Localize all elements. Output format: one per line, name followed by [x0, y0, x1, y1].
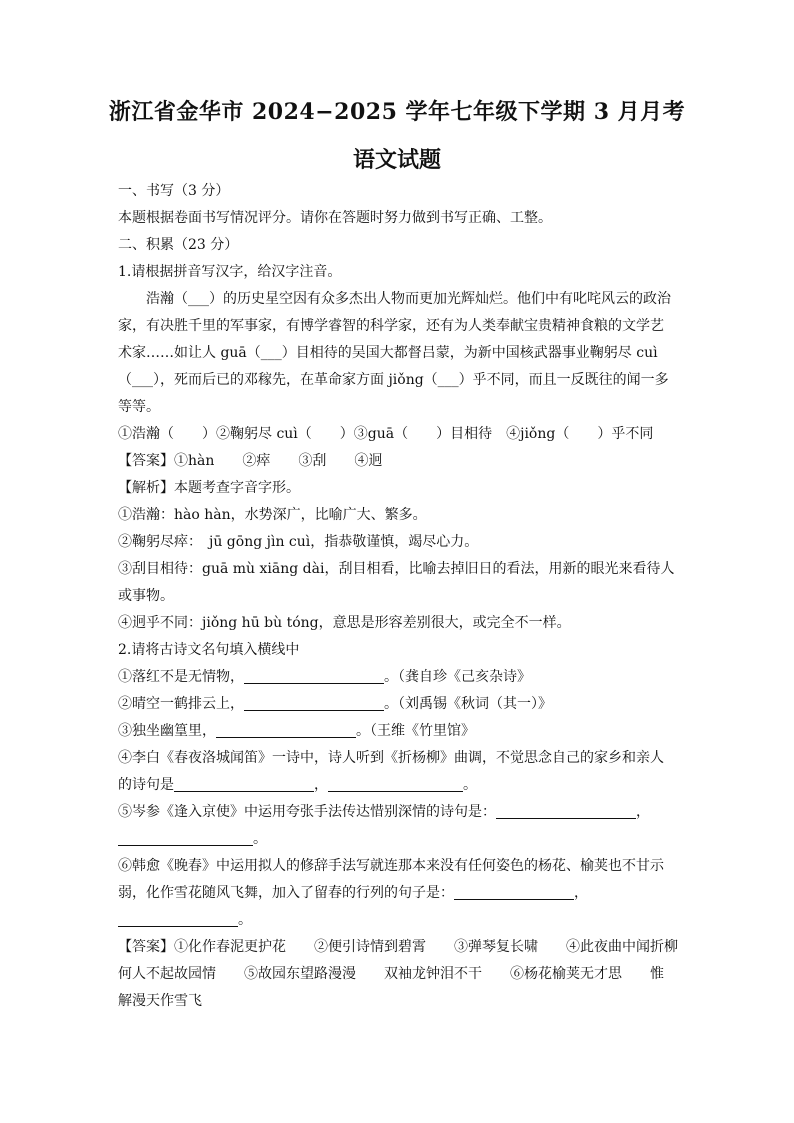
q1-passage-line: （___），死而后已的邓稼先，在革命家方面 jiǒng（___）乎不同，而且一反既往的闻一多	[118, 372, 669, 388]
q2-item-text: ①落红不是无情物，	[118, 669, 244, 685]
q2-item-6-cont2	[118, 907, 678, 934]
q2-item-text: 。	[238, 912, 252, 928]
q2-item-text: ，	[314, 777, 328, 793]
q2-item-text: ②晴空一鹤排云上，	[118, 696, 244, 712]
q1-analysis-item: ①浩瀚：hào hàn，水势深广，比喻广大、繁多。	[118, 507, 427, 523]
section-1-heading: 一、书写（3 分）	[118, 183, 230, 199]
q2-item-4: ④李白《春夜洛城闻笛》一诗中，诗人听到《折杨柳》曲调，不觉思念自己的家乡和亲人	[118, 750, 664, 766]
section-2-heading: 二、积累（23 分）	[118, 237, 239, 253]
fill-blank[interactable]	[216, 721, 356, 738]
q1-analysis-item: ②鞠躬尽瘁： jū gōng jìn cuì，指恭敬谨慎，竭尽心力。	[118, 534, 479, 550]
document-body	[118, 178, 678, 1015]
q2-item-text: ，	[636, 804, 650, 820]
fill-blank[interactable]	[496, 802, 636, 819]
q1-analysis: 【解析】本题考查字音字形。	[118, 480, 300, 496]
fill-blank[interactable]	[454, 883, 574, 900]
q1-analysis-item: ③刮目相待：guā mù xiāng dài，刮目相看，比喻去掉旧日的看法，用新的眼光来看待人	[118, 561, 675, 577]
q2-item-1	[118, 664, 678, 691]
q2-item-text: 。（刘禹锡《秋词（其一）》	[384, 696, 552, 712]
q2-item-text: 。（龚自珍《己亥杂诗》	[384, 669, 531, 685]
document-subtitle: 语文试题	[352, 147, 441, 173]
fill-blank[interactable]	[244, 694, 384, 711]
q2-item-text: 。	[253, 831, 267, 847]
q1-answer: 【答案】①hàn ②瘁 ③刮 ④迥	[118, 453, 383, 469]
fill-blank[interactable]	[244, 667, 384, 684]
question-2-stem: 2.请将古诗文名句填入横线中	[118, 642, 300, 658]
document-title: 浙江省金华市 2024−2025 学年七年级下学期 3 月月考	[108, 99, 686, 125]
q2-item-6: ⑥韩愈《晚春》中运用拟人的修辞手法写就连那本来没有任何姿色的杨花、榆荚也不甘示	[118, 858, 664, 874]
q2-item-text: 。（王维《竹里馆》	[356, 723, 475, 739]
q2-answer: 【答案】①化作春泥更护花 ②便引诗情到碧霄 ③弹琴复长啸 ④此夜曲中闻折柳	[118, 939, 678, 955]
q2-item-text: 的诗句是	[118, 777, 174, 793]
q2-answer-cont: 何人不起故园情 ⑤故园东望路漫漫 双袖龙钟泪不干 ⑥杨花榆荚无才思 惟	[118, 966, 664, 982]
q2-answer-cont: 解漫天作雪飞	[118, 993, 202, 1009]
fill-blank[interactable]	[328, 775, 463, 792]
fill-blank[interactable]	[174, 775, 314, 792]
q2-item-text: ，	[574, 885, 588, 901]
q2-item-5-cont	[118, 826, 678, 853]
q2-item-4-cont	[118, 772, 678, 799]
q1-passage-line: 浩瀚（___）的历史星空因有众多杰出人物而更加光辉灿烂。他们中有叱咤风云的政治	[146, 291, 671, 307]
q2-item-text: 弱，化作雪花随风飞舞，加入了留春的行列的句子是：	[118, 885, 454, 901]
q2-item-3	[118, 718, 678, 745]
q2-item-6-cont	[118, 880, 678, 907]
fill-blank[interactable]	[118, 910, 238, 927]
q1-options: ①浩瀚（ ）②鞠躬尽 cuì（ ）③guā（ ）目相待 ④jiǒng（ ）乎不同	[118, 426, 654, 442]
fill-blank[interactable]	[118, 829, 253, 846]
q2-item-5	[118, 799, 678, 826]
q1-passage-line: 等等。	[118, 399, 160, 415]
q1-analysis-item: 或事物。	[118, 588, 174, 604]
section-1-body: 本题根据卷面书写情况评分。请你在答题时努力做到书写正确、工整。	[118, 210, 552, 226]
q1-analysis-item: ④迥乎不同：jiǒng hū bù tóng，意思是形容差别很大，或完全不一样。	[118, 615, 571, 631]
q2-item-text: 。	[463, 777, 477, 793]
q2-item-2	[118, 691, 678, 718]
q1-passage-line: 术家……如让人 guā（___）目相待的吴国大都督吕蒙，为新中国核武器事业鞠躬尽 cuì	[118, 345, 658, 361]
question-1-stem: 1.请根据拼音写汉字，给汉字注音。	[118, 264, 342, 280]
q2-item-text: ③独坐幽篁里，	[118, 723, 216, 739]
q1-passage-line: 家，有决胜千里的军事家，有博学睿智的科学家，还有为人类奉献宝贵精神食粮的文学艺	[118, 318, 664, 334]
q2-item-text: ⑤岑参《逢入京使》中运用夸张手法传达惜别深情的诗句是：	[118, 804, 496, 820]
